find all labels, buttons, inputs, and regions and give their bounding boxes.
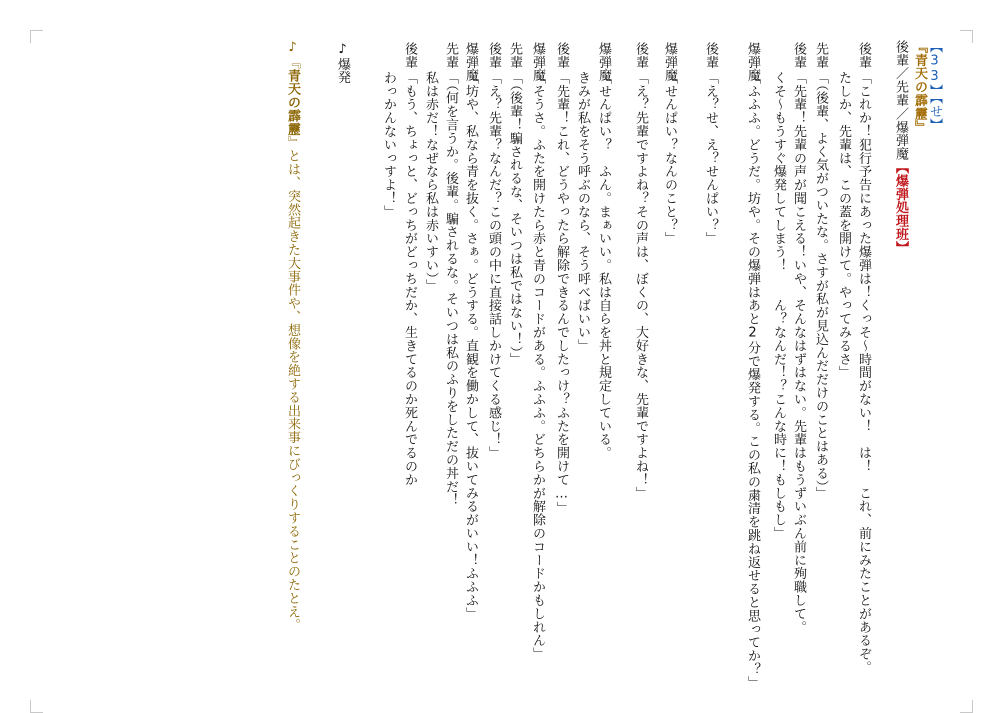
dialogue-line: 「せんぱい？ ふん。まぁいい。私は自らを丼と規定している。 [596, 71, 611, 460]
speaker-label: 後輩 [856, 42, 871, 69]
scene-subtitle: 【爆弾処理班】 [893, 160, 908, 255]
dialogue-line: 「先輩！先輩の声が聞こえる！いや、そんなはずはない。先輩はもうずいぶん前に殉職して。 [791, 71, 806, 634]
dialogue-line: 「これか！犯行予告にあった爆弾は！くっそ～時間がない！ は！ これ、前にみたことがあるぞ。 [856, 71, 871, 674]
dialogue-line: 「もう、ちょっと、どっちがどっちだか、生きてるのか死んでるのか [402, 71, 417, 487]
speaker-label: 先輩 [813, 42, 828, 69]
speaker-label: 後輩 [703, 42, 718, 69]
speaker-label: 爆弾魔 [596, 42, 611, 83]
speaker-label: 後輩 [554, 42, 569, 69]
dialogue-line: 「そうさ。ふたを開けたら赤と青のコードがある。ふふふ。どちらかが解除のコードかもしれん」 [530, 71, 545, 661]
speaker-label: 後輩 [486, 42, 501, 69]
dialogue-line: きみが私をそう呼ぶのなら、そう呼べばいい」 [575, 71, 590, 353]
speaker-label: 爆弾魔 [530, 42, 545, 83]
crop-mark-bottom-left [30, 700, 43, 713]
dialogue-line: くそ～もうすぐ爆発してしまう！ ん？なんだ！？こんな時に！もしもし」 [771, 71, 786, 540]
entry-title: 青天の霹靂 [912, 53, 927, 121]
dialogue-line: 「え？せ、え？せんぱい？」 [703, 71, 718, 246]
crop-mark-top-right [960, 30, 973, 43]
dialogue-line: たしか、先輩は、この蓋を開けて。やってみるさ」 [836, 71, 851, 380]
heading-title-column: 【33】【せ】 『青天の霹靂』 [912, 40, 942, 134]
dialogue-line: 私は赤だ！なぜなら私は赤いすい）」 [423, 71, 438, 293]
speaker-label: 爆弾魔 [662, 42, 677, 83]
speaker-label: ♪爆発 [335, 42, 350, 85]
dialogue-line: 「え？先輩？なんだ？この頭の中に直接話しかけてくる感じ！」 [486, 71, 501, 460]
dialogue-line: 「せんぱい？なんのこと？」 [662, 71, 677, 246]
speaker-label: 爆弾魔 [745, 42, 760, 83]
entry-kana: 【せ】 [927, 97, 942, 132]
dialogue-line: わっかんないっすよ！」 [381, 71, 396, 219]
crop-mark-bottom-right [960, 700, 973, 713]
speaker-label: 後輩 [402, 42, 417, 69]
dialogue-line: 「先輩！これ、どうやったら解除できるんでしたっけ？ふたを開けて…」 [554, 71, 569, 516]
speaker-label: 先輩 [443, 42, 458, 69]
dialogue-line: 「（何を言うか。後輩。騙されるな。そいつは私のふりをしただの丼だ！ [443, 71, 458, 507]
dialogue-line: 「え？先輩ですよね？その声は、ぼくの、大好きな、先輩ですよね！」 [633, 71, 648, 500]
crop-mark-top-left [30, 30, 43, 43]
dialogue-line: 「（後輩、よく気がついたな。さすが私が見込んだだけのことはある）」 [813, 71, 828, 501]
dialogue-line: 「坊や、私なら青を抜く。さぁ。どうする。直観を働かして、抜いてみるがいい！ふふふ」 [463, 71, 478, 621]
entry-number: 【33】 [927, 40, 942, 98]
speaker-label: 後輩 [633, 42, 648, 69]
cast-line [893, 40, 908, 254]
speaker-label: 後輩 [791, 42, 806, 69]
footnote: ♪『青天の霹靂』とは、突然起きた大事件や、想像を絶する出来事にびっくりすることのたとえ。 [285, 40, 300, 632]
speaker-label: 爆弾魔 [463, 42, 478, 83]
cast-list: 後輩／先輩／爆弾魔 [893, 40, 908, 161]
dialogue-line: 「（後輩！騙されるな、そいつは私ではない！）」 [507, 71, 522, 367]
dialogue-line: 「ふふふ。どうだ。坊や。その爆弾はあと2分で爆発する。この私の粛清を跳ね返せると思ってか？」 [745, 71, 760, 690]
speaker-label: 先輩 [507, 42, 522, 69]
footnote-term: 青天の霹靂 [285, 68, 300, 136]
